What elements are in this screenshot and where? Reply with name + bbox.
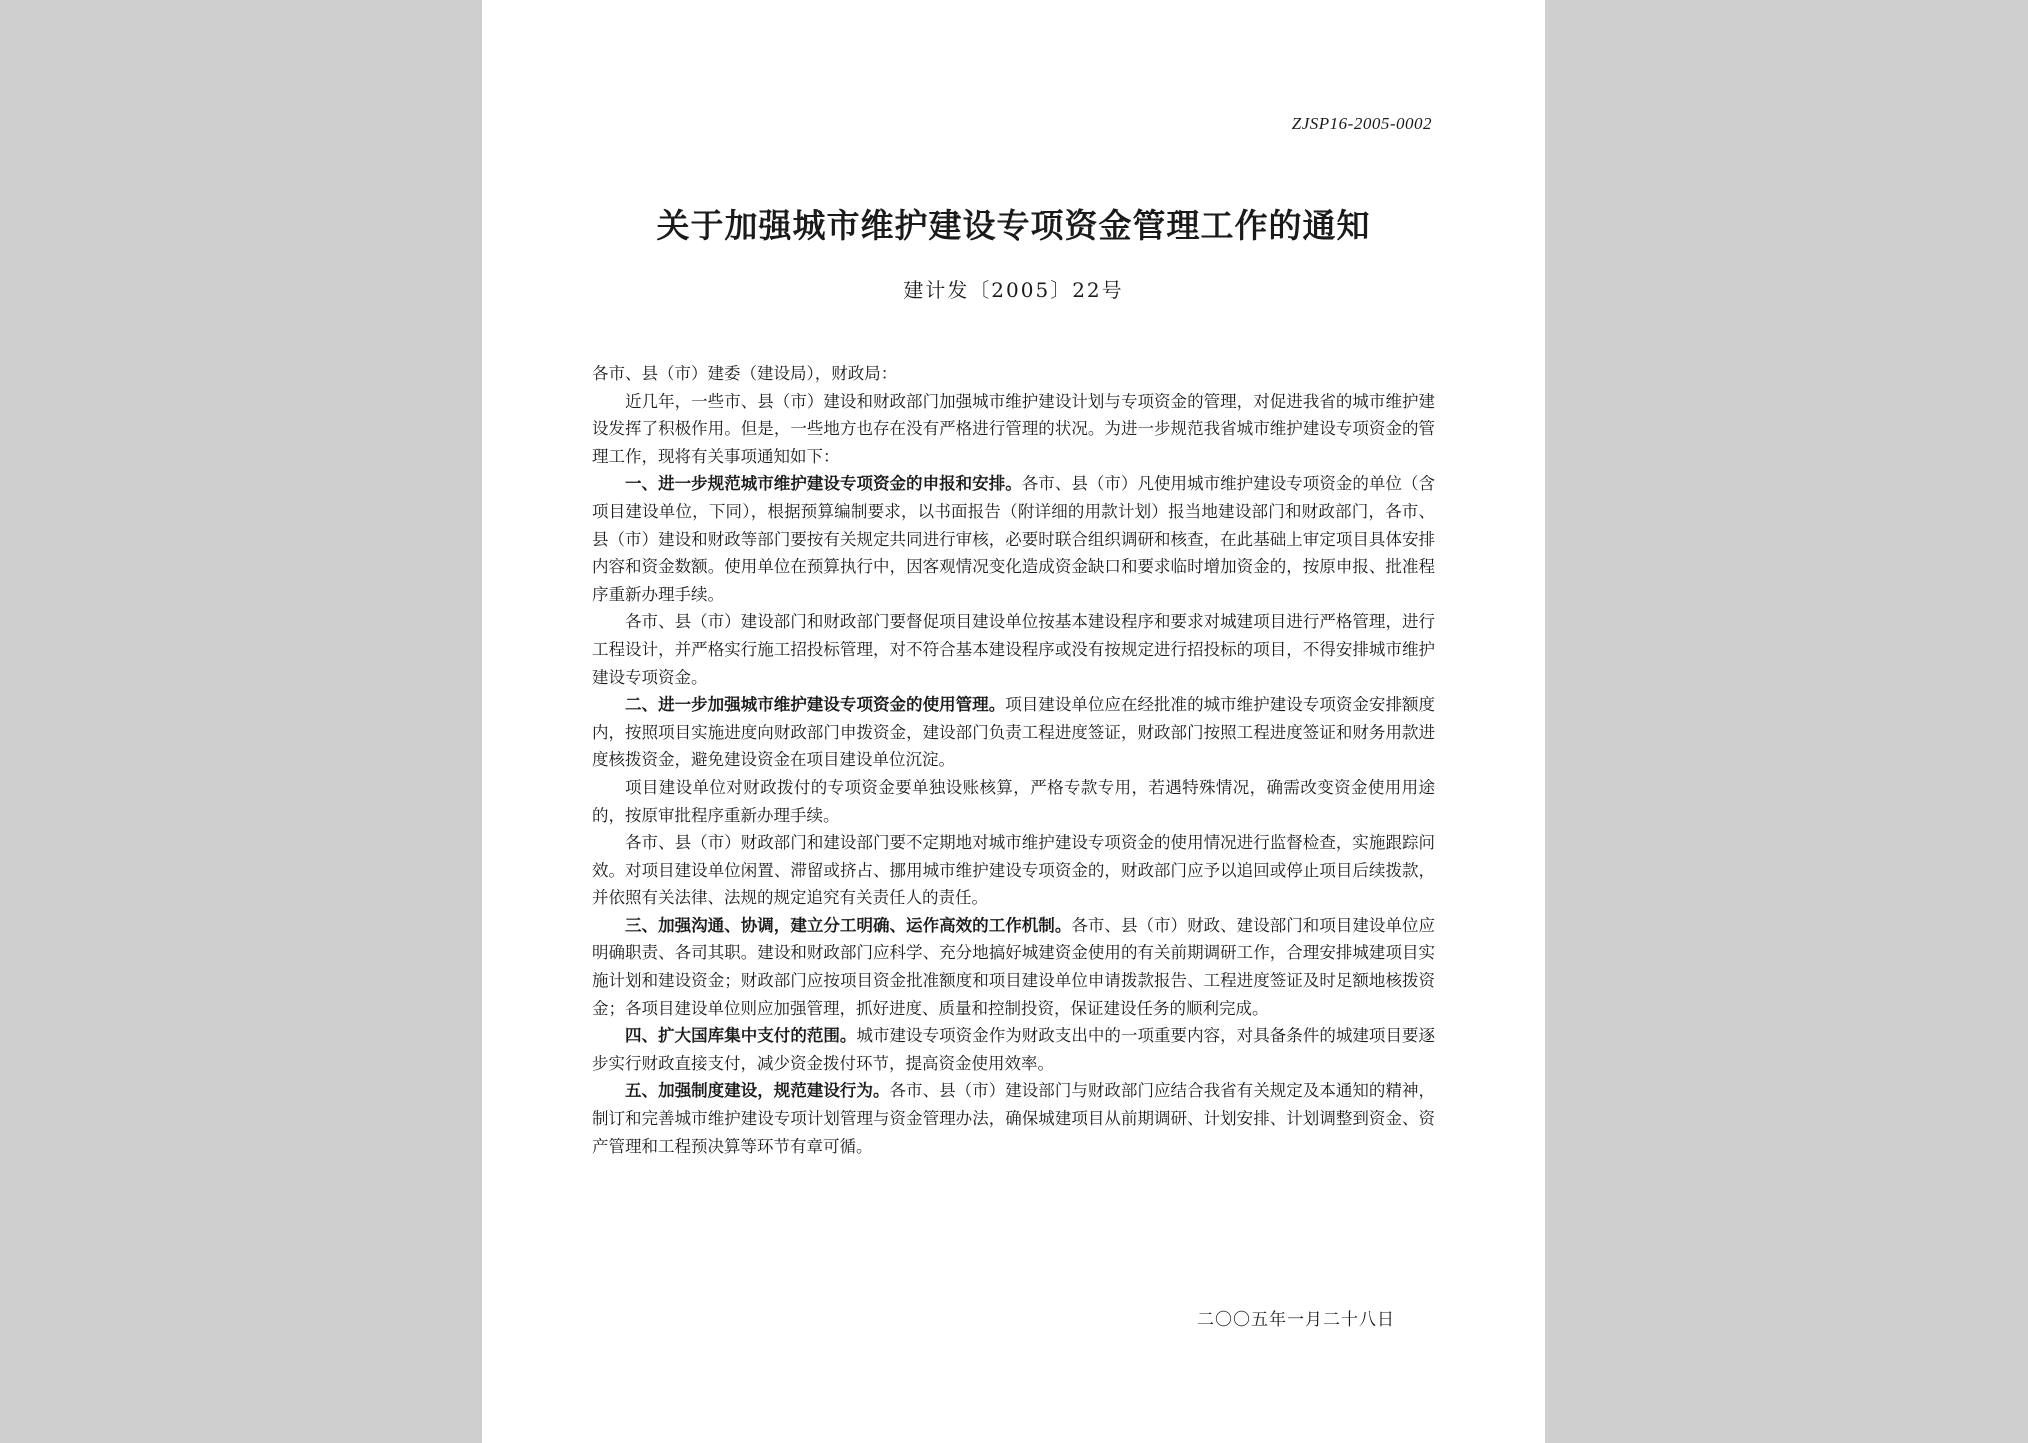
section-text: 各市、县（市）凡使用城市维护建设专项资金的单位（含项目建设单位，下同），根据预算编制要求，以书面报告（附详细的用款计划）报当地建设部门和财政部门，各市、县（市）建设和财政等部门要按有关规定共同进行审核，必要时联合组织调研和核查，在此基础上审定项目具体安排内容和资金数额。使用单位在预算执行中，因客观情况变化造成资金缺口和要求临时增加资金的，按原申报、批准程序重新办理手续。 [592, 474, 1435, 604]
document-number: 建计发〔2005〕22号 [903, 278, 1124, 302]
document-title: 关于加强城市维护建设专项资金管理工作的通知 [656, 206, 1371, 245]
salutation: 各市、县（市）建委（建设局），财政局： [592, 364, 898, 383]
document-date: 二〇〇五年一月二十八日 [1197, 1310, 1395, 1330]
section-heading: 五、加强制度建设，规范建设行为。 [625, 1081, 890, 1101]
section-heading: 二、进一步加强城市维护建设专项资金的使用管理。 [625, 695, 1006, 715]
section-heading: 一、进一步规范城市维护建设专项资金的申报和安排。 [625, 474, 1022, 494]
document-page [482, 0, 1545, 1443]
section-paragraph [592, 829, 1435, 912]
section-heading: 四、扩大国库集中支付的范围。 [625, 1026, 857, 1046]
intro-paragraph: 近几年，一些市、县（市）建设和财政部门加强城市维护建设计划与专项资金的管理，对促进我省的城市维护建设发挥了积极作用。但是，一些地方也存在没有严格进行管理的状况。为进一步规范我省城市维护建设专项资金的管理工作，现将有关事项通知如下： [592, 391, 1435, 466]
section-paragraph [592, 608, 1435, 691]
section-text: 各市、县（市）财政、建设部门和项目建设单位应明确职责、各司其职。建设和财政部门应科学、充分地搞好城建资金使用的有关前期调研工作，合理安排城建项目实施计划和建设资金；财政部门应按项目资金批准额度和项目建设单位申请拨款报告、工程进度签证及时足额地核拨资金；各项目建设单位则应加强管理，抓好进度、质量和控制投资，保证建设任务的顺利完成。 [592, 915, 1435, 1018]
section-text: 各市、县（市）建设部门和财政部门要督促项目建设单位按基本建设程序和要求对城建项目进行严格管理，进行工程设计，并严格实行施工招投标管理，对不符合基本建设程序或没有按规定进行招投标的项目，不得安排城市维护建设专项资金。 [592, 612, 1435, 687]
section-text: 城市建设专项资金作为财政支出中的一项重要内容，对具备条件的城建项目要逐步实行财政直接支付，减少资金拨付环节，提高资金使用效率。 [592, 1026, 1435, 1073]
section-text: 各市、县（市）建设部门与财政部门应结合我省有关规定及本通知的精神，制订和完善城市维护建设专项计划管理与资金管理办法，确保城建项目从前期调研、计划安排、计划调整到资金、资产管理和工程预决算等环节有章可循。 [592, 1081, 1435, 1156]
document-body [592, 360, 1435, 1160]
section-text: 各市、县（市）财政部门和建设部门要不定期地对城市维护建设专项资金的使用情况进行监督检查，实施跟踪问效。对项目建设单位闲置、滞留或挤占、挪用城市维护建设专项资金的，财政部门应予以追回或停止项目后续拨款，并依照有关法律、法规的规定追究有关责任人的责任。 [592, 833, 1435, 908]
section-paragraph [592, 470, 1435, 608]
section-text: 项目建设单位应在经批准的城市维护建设专项资金安排额度内，按照项目实施进度向财政部门申拨资金，建设部门负责工程进度签证，财政部门按照工程进度签证和财务用款进度核拨资金，避免建设资金在项目建设单位沉淀。 [592, 695, 1435, 770]
section-paragraph [592, 691, 1435, 774]
document-code: ZJSP16-2005-0002 [1291, 114, 1432, 133]
section-heading: 三、加强沟通、协调，建立分工明确、运作高效的工作机制。 [625, 915, 1072, 935]
section-paragraph [592, 1077, 1435, 1160]
section-paragraph [592, 1022, 1435, 1077]
section-text: 项目建设单位对财政拨付的专项资金要单独设账核算，严格专款专用，若遇特殊情况，确需改变资金使用用途的，按原审批程序重新办理手续。 [592, 777, 1435, 825]
section-paragraph [592, 774, 1435, 829]
section-paragraph [592, 912, 1435, 1022]
